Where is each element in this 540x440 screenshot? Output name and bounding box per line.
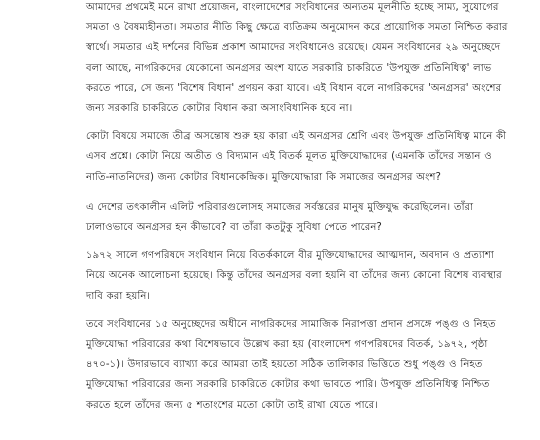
paragraph-constitution-equality: আমাদের প্রথমেই মনে রাখা প্রয়োজন, বাংলাদেশের সংবিধানের অন্যতম মূলনীতি হচ্ছে সাম্য, সুযোগের সমতা ও বৈষম্যহীনতা। সমতার নীতি কিছু ক্ষেত্রে ব্যতিক্রম অনুমোদন করে প্রায়োগিক সমতা নিশ্চিত করার স্বার্থে। সমতার এই দর্শনের বিভিন্ন প্রকাশ আমাদের সংবিধানেও রয়েছে। যেমন সংবিধানের ২৯ অনুচ্ছেদে বলা আছে, নাগরিকদের যেকোনো অনগ্রসর অংশ যাতে সরকারি চাকরিতে 'উপযুক্ত প্রতিনিধিত্ব' লাভ করতে পারে, সে জন্য 'বিশেষ বিধান' প্রণয়ন করা যাবে। এই বিধান বলে নাগরিকদের 'অনগ্রসর' অংশের জন্য সরকারি চাকরিতে কোটার বিধান করা অসাংবিধানিক হবে না। — [86, 2, 508, 115]
article-body — [86, 0, 508, 428]
paragraph-article-15: তবে সংবিধানের ১৫ অনুচ্ছেদের অধীনে নাগরিকদের সামাজিক নিরাপত্তা প্রদান প্রসঙ্গে পঙ্গু ও নিহত মুক্তিযোদ্ধা পরিবারের কথা বিশেষভাবে উল্লেখ করা হয় (বাংলাদেশ গণপরিষদের বিতর্ক, ১৯৭২, পৃষ্ঠা ৪৭০-১)। উদারভাবে ব্যাখ্যা করে আমরা তাই হয়তো সঠিক তালিকার ভিত্তিতে শুধু পঙ্গু ও নিহত মুক্তিযোদ্ধা পরিবারের জন্য সরকারি চাকরিতে কোটার কথা ভাবতে পারি। উপযুক্ত প্রতিনিধিত্ব নিশ্চিত করতে হলে তাঁদের জন্য ৫ শতাংশের মতো কোটা তাই রাখা যেতে পারে। — [86, 318, 496, 411]
paragraph-quota-debate: কোটা বিষয়ে সমাজে তীব্র অসন্তোষ শুরু হয় কারা এই অনগ্রসর শ্রেণি এবং উপযুক্ত প্রতিনিধিত্ব মানে কী এসব প্রশ্নে। কোটা নিয়ে অতীত ও বিদ্যমান এই বিতর্ক মূলত মুক্তিযোদ্ধাদের (এমনকি তাঁদের সন্তান ও নাতি-নাতনিদের) জন্য কোটার বিধানকেন্দ্রিক। মুক্তিযোদ্ধারা কি সমাজের অনগ্রসর অংশ? — [86, 131, 507, 183]
paragraph-1972-assembly: ১৯৭২ সালে গণপরিষদে সংবিধান নিয়ে বিতর্ককালে বীর মুক্তিযোদ্ধাদের আত্মদান, অবদান ও প্রত্যাশা নিয়ে অনেক আলোচনা হয়েছে। কিন্তু তাঁদের অনগ্রসর বলা হয়নি বা তাঁদের জন্য কোনো বিশেষ ব্যবস্থার দাবি করা হয়নি। — [86, 250, 502, 302]
paragraph-elite-freedom-fighters: এ দেশের তৎকালীন এলিট পরিবারগুলোসহ সমাজের সর্বস্তরের মানুষ মুক্তিযুদ্ধ করেছিলেন। তাঁরা ঢালাওভাবে অনগ্রসর হন কীভাবে? বা তাঁরা কতটুকু সুবিধা পেতে পারেন? — [86, 201, 474, 234]
